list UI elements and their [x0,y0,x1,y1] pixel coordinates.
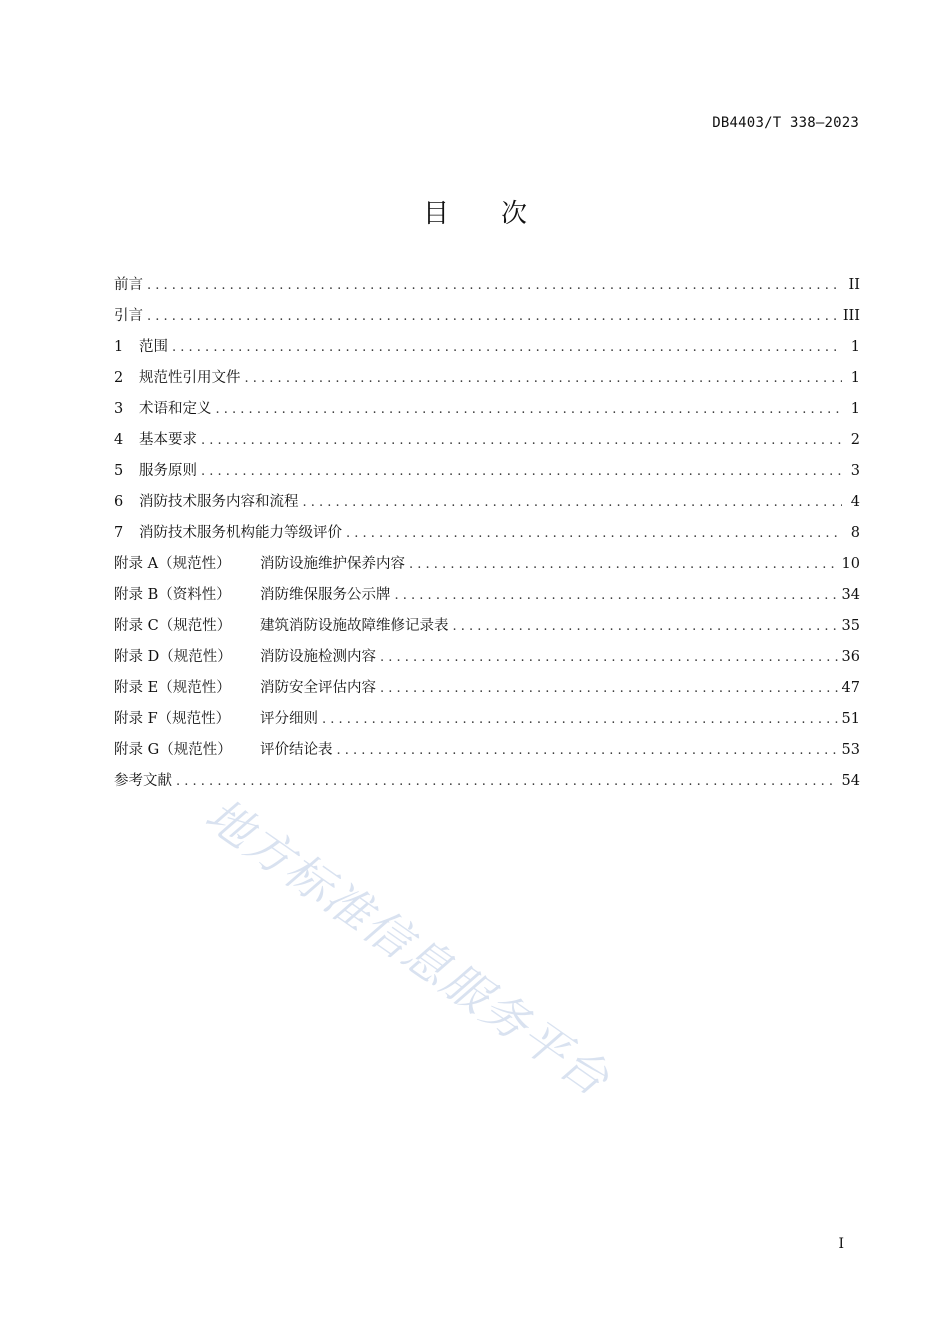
toc-entry-number: 5 [114,463,124,479]
toc-entry-page: 10 [841,556,860,572]
toc-entry-leader-dots [147,301,839,332]
toc-entry-page: 54 [841,773,860,789]
toc-entry-appendix-prefix: 附录 D（规范性） [114,649,232,665]
toc-entry[interactable] [114,611,860,642]
toc-entry-label: 规范性引用文件 [139,370,241,386]
toc-entry-appendix-prefix: 附录 F（规范性） [114,711,231,727]
page-title-char-2: 次 [501,199,528,229]
toc-entry[interactable] [114,425,860,456]
toc-entry[interactable] [114,673,860,704]
toc-entry[interactable] [114,580,860,611]
toc-entry[interactable] [114,301,860,332]
toc-entry-leader-dots [147,270,842,301]
toc-entry[interactable] [114,332,860,363]
toc-entry-page: 4 [850,494,860,510]
toc-entry-label: 建筑消防设施故障维修记录表 [260,618,449,634]
toc-entry-label: 参考文献 [114,773,172,789]
toc-entry-leader-dots [395,580,838,611]
toc-entry-leader-dots [216,394,843,425]
toc-entry-page: 1 [850,370,860,386]
toc-entry-label: 前言 [114,277,143,293]
toc-entry[interactable] [114,518,860,549]
toc-entry-leader-dots [245,363,843,394]
toc-entry-leader-dots [337,735,838,766]
toc-entry-leader-dots [380,642,838,673]
toc-entry-page: 3 [850,463,860,479]
toc-entry-label: 术语和定义 [139,401,212,417]
toc-entry-leader-dots [172,332,842,363]
toc-entry-label: 评分细则 [260,711,318,727]
page-number: I [838,1236,844,1252]
toc-entry-label: 服务原则 [139,463,197,479]
toc-entry-label: 评价结论表 [260,742,333,758]
watermark: 地方标准信息服务平台 [195,787,621,1107]
toc-entry-label: 消防技术服务机构能力等级评价 [139,525,342,541]
toc-entry-label: 引言 [114,308,143,324]
toc-entry-number: 6 [114,494,124,510]
table-of-contents [114,270,860,797]
toc-entry[interactable] [114,766,860,797]
toc-entry-leader-dots [176,766,838,797]
toc-entry[interactable] [114,642,860,673]
toc-entry-leader-dots [303,487,843,518]
toc-entry-appendix-prefix: 附录 B（资料性） [114,587,231,603]
toc-entry-leader-dots [201,456,842,487]
toc-entry-leader-dots [201,425,842,456]
toc-entry-number: 2 [114,370,124,386]
toc-entry[interactable] [114,363,860,394]
toc-entry-label: 消防设施检测内容 [260,649,376,665]
toc-entry[interactable] [114,549,860,580]
toc-entry-label: 消防安全评估内容 [260,680,376,696]
toc-entry-leader-dots [453,611,838,642]
toc-entry-number: 4 [114,432,124,448]
toc-entry-page: 51 [841,711,860,727]
toc-entry-label: 消防维保服务公示牌 [260,587,391,603]
toc-entry-leader-dots [346,518,842,549]
toc-entry-label: 消防技术服务内容和流程 [139,494,299,510]
toc-entry-appendix-prefix: 附录 G（规范性） [114,742,232,758]
page-title-char-1: 目 [422,199,449,229]
toc-entry-page: 34 [841,587,860,603]
toc-entry-appendix-prefix: 附录 E（规范性） [114,680,231,696]
toc-entry-number: 1 [114,339,124,355]
page-title [0,193,950,230]
toc-entry[interactable] [114,270,860,301]
toc-entry-page: II [848,277,860,293]
document-code: DB4403/T 338—2023 [712,115,859,131]
toc-entry-leader-dots [322,704,838,735]
toc-entry-page: 8 [850,525,860,541]
toc-entry[interactable] [114,704,860,735]
toc-entry-number: 7 [114,525,124,541]
toc-entry-page: III [842,308,860,324]
toc-entry-appendix-prefix: 附录 A（规范性） [114,556,231,572]
toc-entry-page: 36 [841,649,860,665]
toc-entry[interactable] [114,394,860,425]
toc-entry-label: 消防设施维护保养内容 [260,556,405,572]
toc-entry-page: 53 [841,742,860,758]
toc-entry-leader-dots [380,673,838,704]
toc-entry-number: 3 [114,401,124,417]
toc-entry-page: 1 [850,401,860,417]
toc-entry[interactable] [114,456,860,487]
toc-entry-leader-dots [409,549,838,580]
toc-entry[interactable] [114,735,860,766]
toc-entry-page: 47 [841,680,860,696]
toc-entry-label: 基本要求 [139,432,197,448]
toc-entry-page: 2 [850,432,860,448]
toc-entry[interactable] [114,487,860,518]
toc-entry-appendix-prefix: 附录 C（规范性） [114,618,232,634]
toc-entry-page: 35 [841,618,860,634]
toc-entry-label: 范围 [139,339,168,355]
toc-entry-page: 1 [850,339,860,355]
